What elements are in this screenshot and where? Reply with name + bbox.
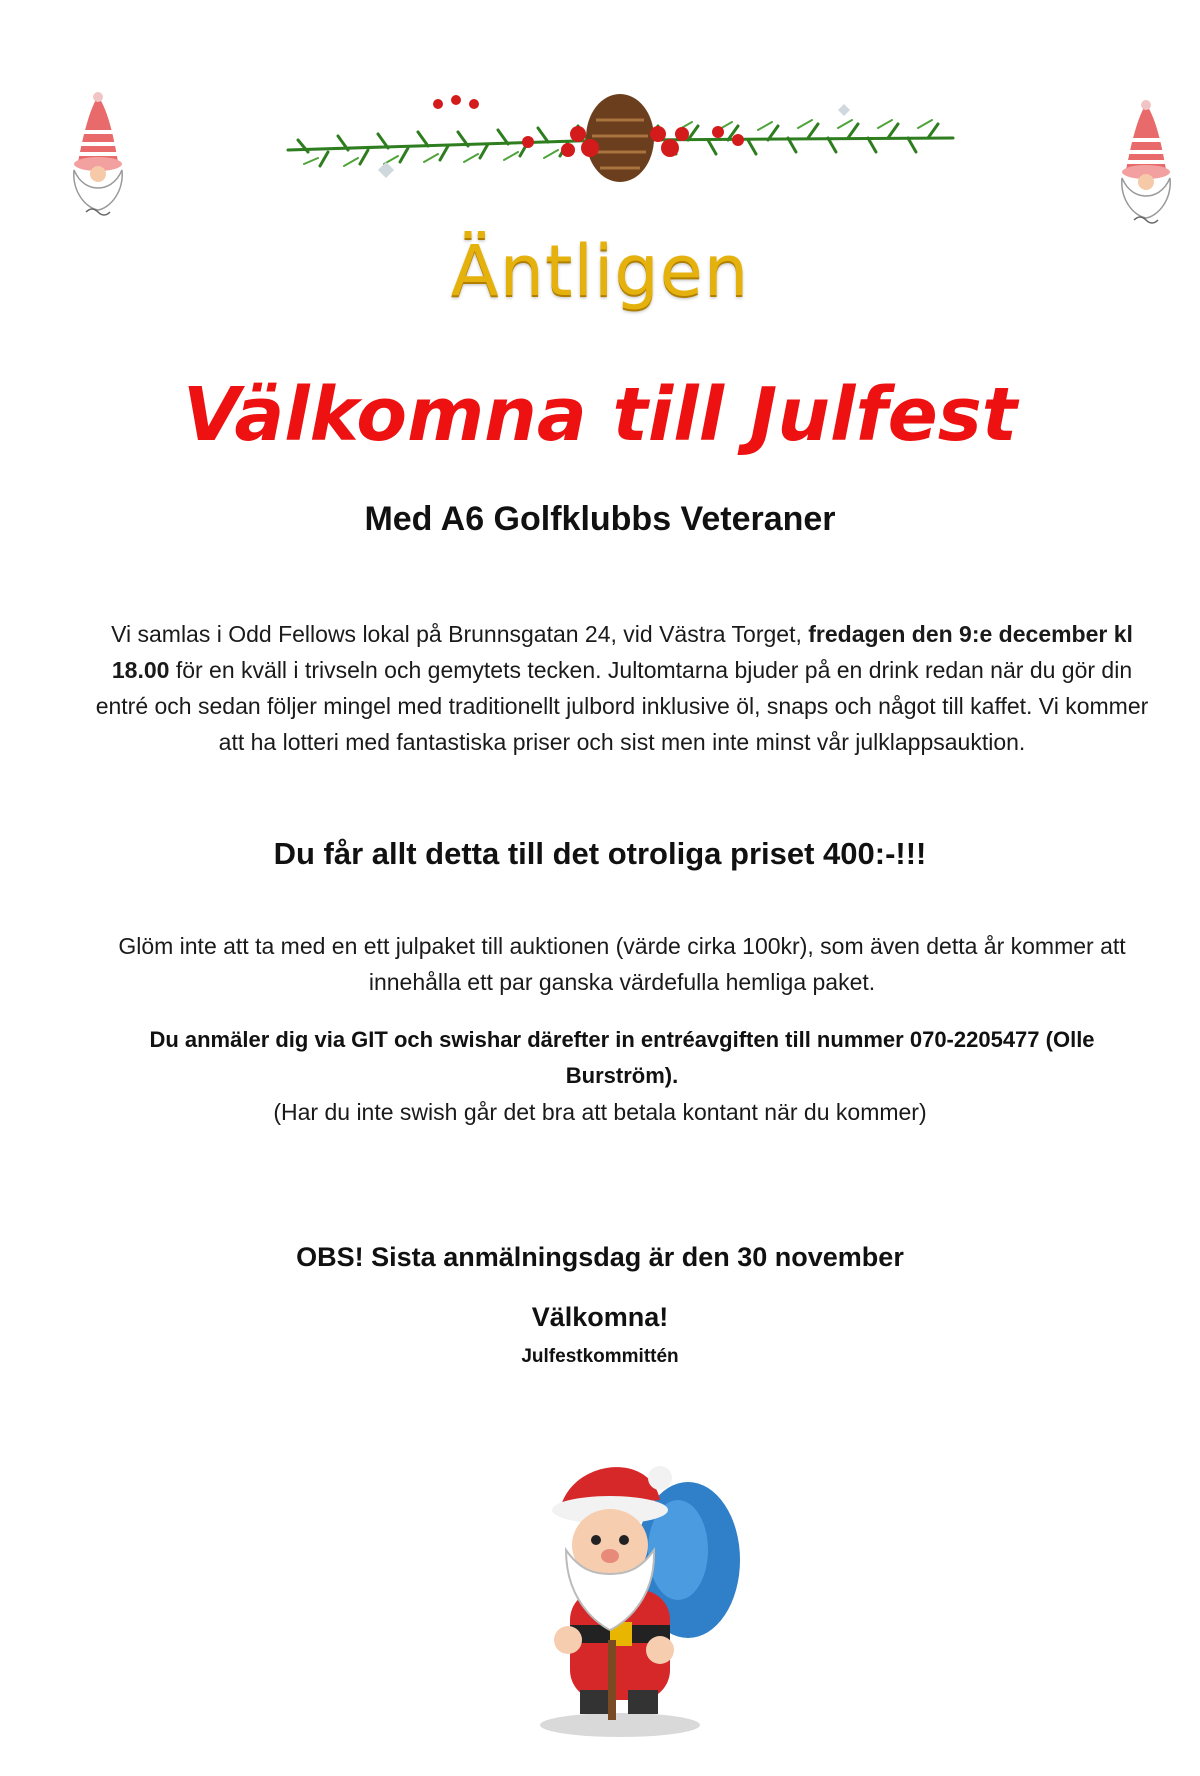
- welcome-text: Välkomna!: [531, 1302, 669, 1332]
- headline-welcome: Välkomna till Julfest: [182, 372, 1018, 458]
- event-date: fredagen den 9:e december kl 18.00: [111, 621, 1133, 683]
- committee-signature: Julfestkommittén: [521, 1346, 679, 1367]
- gift-note: Glöm inte att ta med en ett julpaket till auktionen (värde cirka 100kr), som även detta år kommer att innehålla ett par ganska värdefulla hemliga paket.: [118, 933, 1126, 995]
- price-text: Du får allt detta till det otroliga priset 400:-!!!: [273, 836, 927, 871]
- cash-note: (Har du inte swish går det bra att betala kontant när du kommer): [273, 1099, 927, 1125]
- subtitle: Med A6 Golfklubbs Veteraner: [364, 500, 836, 538]
- event-description: [92, 616, 1152, 760]
- headline-antligen: Äntligen: [450, 230, 750, 312]
- event-description-rest: för en kväll i trivseln och gemytets tecken. Jultomtarna bjuder på en drink redan när du gör din entré och sedan följer mingel med traditionellt julbord inklusive öl, snaps och något till kaffet. Vi kommer att ha lotteri med fantastiska priser och sist men inte minst vår julklappsauktion.: [95, 657, 1149, 755]
- event-description-text: Vi samlas i Odd Fellows lokal på Brunnsgatan 24, vid Västra Torget,: [111, 621, 809, 647]
- santa-icon: [510, 1440, 750, 1740]
- signup-instructions: Du anmäler dig via GIT och swishar därefter in entréavgiften till nummer 070-2205477 (Olle Burström).: [149, 1027, 1095, 1088]
- gnome-icon: [1106, 100, 1186, 230]
- pine-garland-icon: [278, 80, 963, 220]
- deadline-notice: OBS! Sista anmälningsdag är den 30 november: [296, 1242, 904, 1272]
- gnome-icon: [58, 92, 138, 222]
